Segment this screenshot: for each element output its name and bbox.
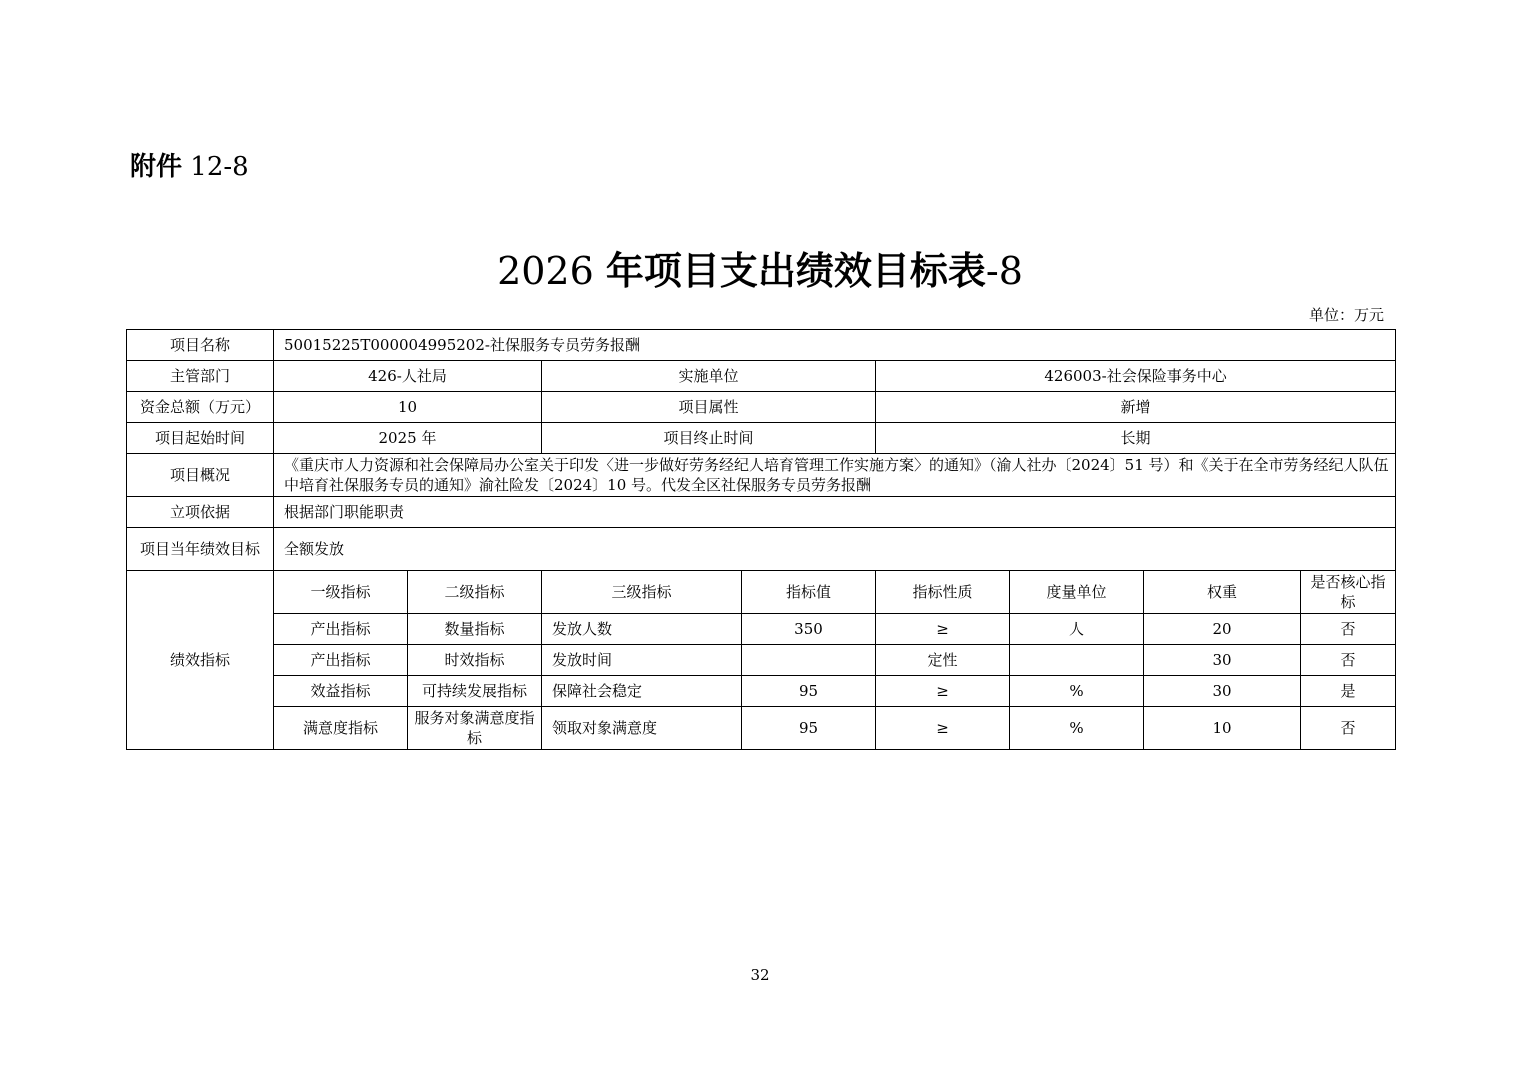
header-cell: 二级指标 <box>408 571 542 614</box>
overview-value: 《重庆市人力资源和社会保障局办公室关于印发〈进一步做好劳务经纪人培育管理工作实施方案〉的通知》（渝人社办〔2024〕51 号）和《关于在全市劳务经纪人队伍中培育社保服务专员的通知》渝社险发〔2024〕10 号。代发全区社保服务专员劳务报酬 <box>274 454 1396 497</box>
indicator-cell: 否 <box>1301 614 1396 645</box>
row-department <box>127 361 1396 392</box>
start-label: 项目起始时间 <box>127 423 274 454</box>
basis-label: 立项依据 <box>127 497 274 528</box>
indicator-cell: ≥ <box>876 707 1010 750</box>
dept-label: 主管部门 <box>127 361 274 392</box>
row-goal <box>127 528 1396 571</box>
header-cell: 度量单位 <box>1010 571 1144 614</box>
indicator-cell: 可持续发展指标 <box>408 676 542 707</box>
header-cell: 指标值 <box>742 571 876 614</box>
overview-label: 项目概况 <box>127 454 274 497</box>
row-amount <box>127 392 1396 423</box>
indicator-cell: 产出指标 <box>274 645 408 676</box>
indicator-cell: 30 <box>1144 645 1301 676</box>
attachment-number: 12-8 <box>190 152 249 182</box>
indicator-cell: 发放人数 <box>542 614 742 645</box>
performance-target-table <box>126 329 1396 750</box>
title-year: 2026 <box>497 249 594 293</box>
indicator-cell: 保障社会稳定 <box>542 676 742 707</box>
end-value: 长期 <box>876 423 1396 454</box>
indicator-cell: 效益指标 <box>274 676 408 707</box>
indicator-cell: 95 <box>742 707 876 750</box>
page-title <box>0 240 1520 295</box>
indicator-cell: 95 <box>742 676 876 707</box>
impl-label: 实施单位 <box>542 361 876 392</box>
attr-value: 新增 <box>876 392 1396 423</box>
row-indicator-headers <box>127 571 1396 614</box>
header-cell: 指标性质 <box>876 571 1010 614</box>
end-label: 项目终止时间 <box>542 423 876 454</box>
table-row <box>127 707 1396 750</box>
indicator-cell: 产出指标 <box>274 614 408 645</box>
indicator-cell: 是 <box>1301 676 1396 707</box>
indicator-cell: 否 <box>1301 707 1396 750</box>
title-text: 年项目支出绩效目标表 <box>605 249 986 293</box>
attachment-label: 附件 12-8 <box>130 152 249 182</box>
row-project-name <box>127 330 1396 361</box>
indicator-cell: 20 <box>1144 614 1301 645</box>
row-basis <box>127 497 1396 528</box>
dept-value: 426-人社局 <box>274 361 542 392</box>
indicator-cell: % <box>1010 707 1144 750</box>
goal-label: 项目当年绩效目标 <box>127 528 274 571</box>
indicator-cell: 时效指标 <box>408 645 542 676</box>
indicator-cell: 定性 <box>876 645 1010 676</box>
indicator-cell: 人 <box>1010 614 1144 645</box>
indicator-cell: 10 <box>1144 707 1301 750</box>
table-row <box>127 614 1396 645</box>
indicator-cell: % <box>1010 676 1144 707</box>
goal-value: 全额发放 <box>274 528 1396 571</box>
indicator-cell: 服务对象满意度指标 <box>408 707 542 750</box>
title-suffix: -8 <box>985 249 1023 293</box>
indicator-cell <box>1010 645 1144 676</box>
indicator-cell: 数量指标 <box>408 614 542 645</box>
impl-value: 426003-社会保险事务中心 <box>876 361 1396 392</box>
page-number: 32 <box>750 966 770 984</box>
basis-value: 根据部门职能职责 <box>274 497 1396 528</box>
header-cell: 三级指标 <box>542 571 742 614</box>
header-cell: 一级指标 <box>274 571 408 614</box>
project-name-label: 项目名称 <box>127 330 274 361</box>
indicator-cell: 否 <box>1301 645 1396 676</box>
indicator-cell: 350 <box>742 614 876 645</box>
header-cell: 权重 <box>1144 571 1301 614</box>
attr-label: 项目属性 <box>542 392 876 423</box>
indicator-cell: 满意度指标 <box>274 707 408 750</box>
row-overview <box>127 454 1396 497</box>
table-row <box>127 676 1396 707</box>
indicator-cell: 领取对象满意度 <box>542 707 742 750</box>
indicator-cell: ≥ <box>876 676 1010 707</box>
table-row <box>127 645 1396 676</box>
indicator-cell: 30 <box>1144 676 1301 707</box>
amount-label: 资金总额（万元） <box>127 392 274 423</box>
indicator-cell <box>742 645 876 676</box>
amount-value: 10 <box>274 392 542 423</box>
project-name-value: 50015225T000004995202-社保服务专员劳务报酬 <box>274 330 1396 361</box>
indicator-cell: ≥ <box>876 614 1010 645</box>
row-period <box>127 423 1396 454</box>
start-value: 2025 年 <box>274 423 542 454</box>
unit-label: 单位：万元 <box>1308 306 1384 324</box>
indicator-cell: 发放时间 <box>542 645 742 676</box>
header-cell: 是否核心指标 <box>1301 571 1396 614</box>
performance-section-label: 绩效指标 <box>127 571 274 750</box>
